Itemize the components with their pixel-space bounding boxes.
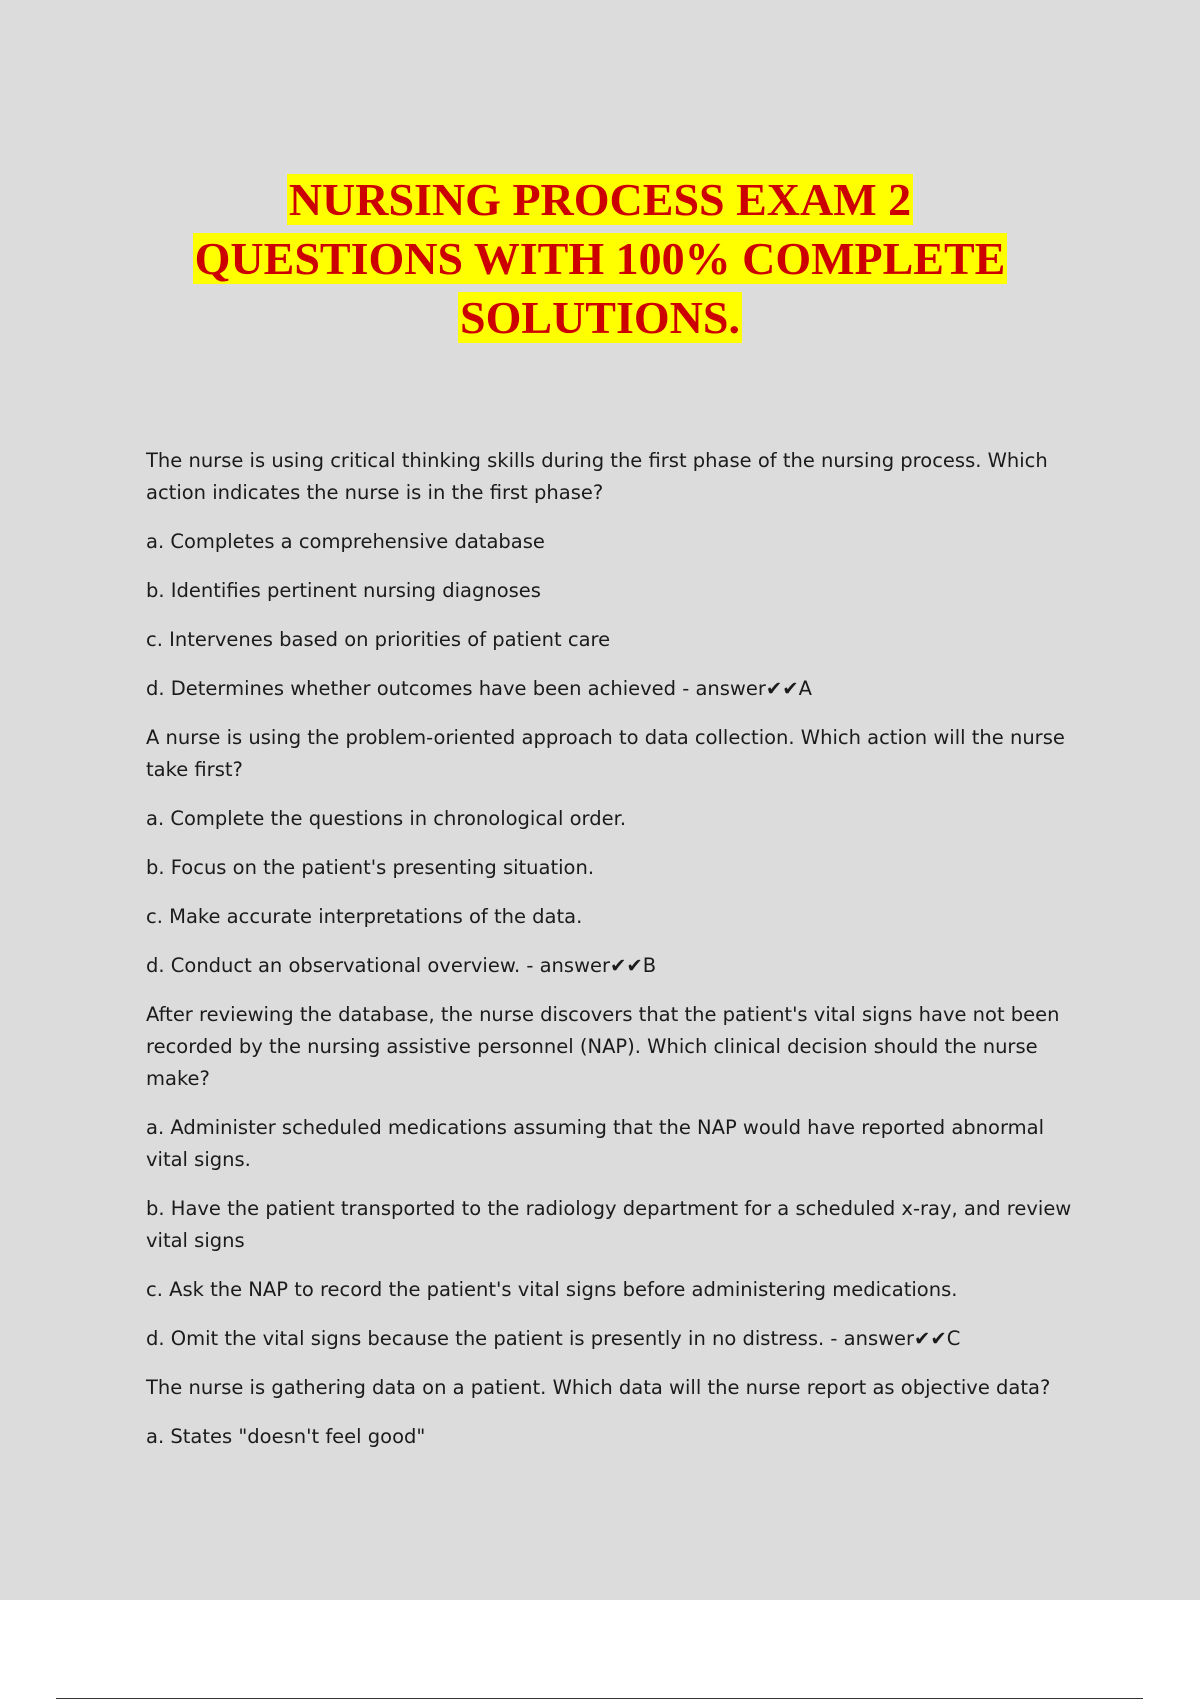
title-line: NURSING PROCESS EXAM 2 xyxy=(288,174,912,225)
answer-option: c. Make accurate interpretations of the data. xyxy=(146,905,583,928)
answer-option: a. Completes a comprehensive database xyxy=(146,530,545,553)
answer-option-with-key: d. Conduct an observational overview. - answer✔✔B xyxy=(146,954,657,977)
answer-option: a. Administer scheduled medications assuming that the NAP would have reported abnormal vital signs. xyxy=(146,1116,1044,1171)
answer-option: b. Focus on the patient's presenting situation. xyxy=(146,856,595,879)
answer-option: a. States "doesn't feel good" xyxy=(146,1425,426,1448)
question-stem: After reviewing the database, the nurse discovers that the patient's vital signs have not been recorded by the nursing assistive personnel (NAP). Which clinical decision should the nurse make? xyxy=(146,1003,1060,1090)
question-stem: A nurse is using the problem-oriented approach to data collection. Which action will the nurse take first? xyxy=(146,726,1065,781)
answer-option-with-key: d. Omit the vital signs because the patient is presently in no distress. - answer✔✔C xyxy=(146,1327,961,1350)
title-line: SOLUTIONS. xyxy=(460,292,740,343)
question-stem: The nurse is gathering data on a patient. Which data will the nurse report as objective data? xyxy=(146,1376,1051,1399)
document-body xyxy=(146,445,1081,1453)
answer-option: c. Intervenes based on priorities of patient care xyxy=(146,628,611,651)
answer-option: b. Have the patient transported to the radiology department for a scheduled x-ray, and review vital signs xyxy=(146,1197,1072,1252)
title-line: QUESTIONS WITH 100% COMPLETE xyxy=(194,233,1006,284)
page-divider xyxy=(56,1698,1143,1699)
answer-option: b. Identifies pertinent nursing diagnoses xyxy=(146,579,541,602)
answer-option: a. Complete the questions in chronological order. xyxy=(146,807,627,830)
question-stem: The nurse is using critical thinking skills during the first phase of the nursing process. Which action indicates the nurse is in the first phase? xyxy=(146,449,1048,504)
document-title xyxy=(0,170,1200,347)
answer-option: c. Ask the NAP to record the patient's vital signs before administering medications. xyxy=(146,1278,958,1301)
answer-option-with-key: d. Determines whether outcomes have been achieved - answer✔✔A xyxy=(146,677,812,700)
